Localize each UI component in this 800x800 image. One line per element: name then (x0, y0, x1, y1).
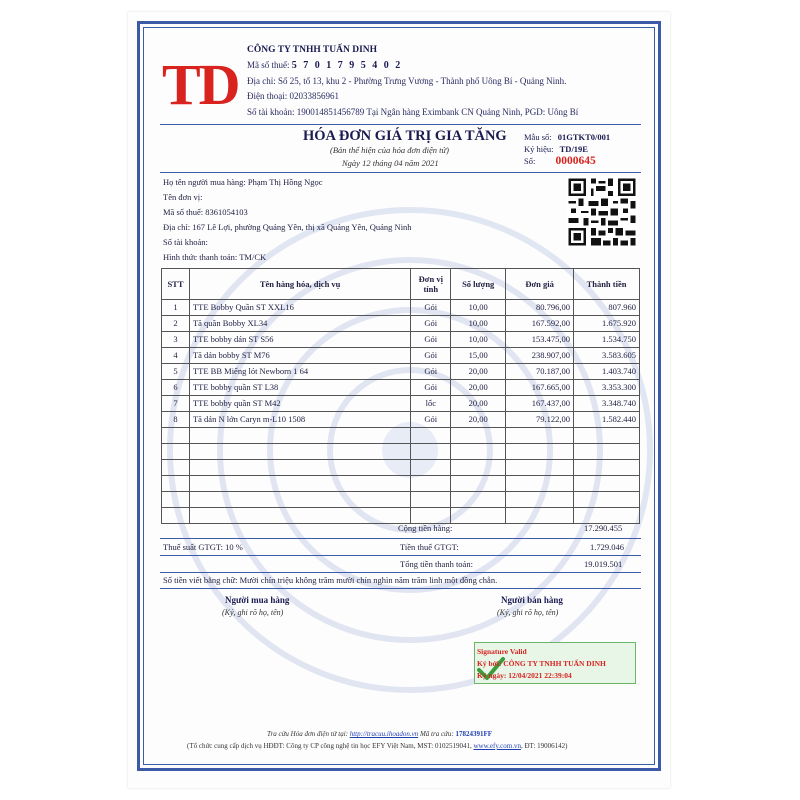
col-header-stt: STT (162, 269, 190, 300)
buyer-signature-title: Người mua hàng (225, 595, 290, 605)
invoice-date: Ngày 12 tháng 04 năm 2021 (342, 158, 439, 168)
buyer-address: Địa chỉ: 167 Lê Lợi, phường Quảng Yên, thị xã Quảng Yên, Quảng Ninh (163, 222, 412, 232)
vat-label: Tiền thuế GTGT: (400, 542, 459, 552)
divider-summary (160, 538, 641, 539)
lookup-code: 17824391FF (455, 730, 493, 738)
col-header-qty: Số lượng (451, 269, 506, 300)
company-tax-code: 5 7 0 1 7 9 5 4 0 2 (291, 60, 403, 71)
buyer-payment: Hình thức thanh toán: TM/CK (163, 252, 267, 262)
table-row: 4 Tã dán bobby ST M76 Gói 15,00 238.907,00 3.583.605 (162, 348, 640, 364)
table-row: 2 Tã quần Bobby XL34 Gói 10,00 167.592,00 1.675.920 (162, 316, 640, 332)
footer-provider: (Tổ chức cung cấp dịch vụ HĐĐT: Công ty CP công nghệ tin học EFY Việt Nam, MST: 0102519041, www.efy.com.vn, ĐT: 19006142) (187, 742, 568, 750)
buyer-signature-sub: (Ký, ghi rõ họ, tên) (222, 608, 284, 617)
form-number: Mẫu số: 01GTKT0/001 (524, 132, 611, 142)
divider-buyer (160, 172, 641, 173)
col-header-amount: Thành tiền (574, 269, 640, 300)
col-header-unit: Đơn vị tính (411, 269, 451, 300)
company-tax-row (247, 60, 402, 71)
qr-code-icon (566, 176, 638, 248)
company-phone: Điện thoại: 02033856961 (247, 91, 339, 101)
table-row: 1 TTE Bobby Quần ST XXL16 Gói 10,00 80.796,00 807.960 (162, 300, 640, 316)
company-bank: Số tài khoản: 190014851456789 Tại Ngân hàng Eximbank CN Quảng Ninh, PGD: Uông Bí (247, 107, 579, 117)
buyer-name: Họ tên người mua hàng: Phạm Thị Hồng Ngọc (163, 177, 323, 187)
buyer-account: Số tài khoản: (163, 237, 208, 247)
lookup-link[interactable]: http://tracuu.ihoadon.vn (349, 730, 419, 738)
invoice-title: HÓA ĐƠN GIÁ TRỊ GIA TĂNG (303, 128, 507, 144)
buyer-unit: Tên đơn vị: (163, 192, 203, 202)
invoice-subtitle: (Bản thể hiện của hóa đơn điện tử) (330, 145, 449, 155)
col-header-name: Tên hàng hóa, dịch vụ (189, 269, 410, 300)
table-row-empty (162, 492, 640, 508)
total-value: 19.019.501 (584, 559, 623, 569)
table-row: 6 TTE bobby quần ST L38 Gói 20,00 167.665,00 3.353.300 (162, 380, 640, 396)
table-row: 7 TTE bobby quần ST M42 lốc 20,00 167.437,00 3.348.740 (162, 396, 640, 412)
table-row-empty (162, 476, 640, 492)
seller-signature-sub: (Ký, ghi rõ họ, tên) (497, 608, 559, 617)
provider-link[interactable]: www.efy.com.vn (473, 742, 521, 750)
vat-value: 1.729.046 (590, 542, 624, 552)
invoice-symbol: Ký hiệu: TD/19E (524, 144, 588, 154)
table-row-empty (162, 428, 640, 444)
divider-total (160, 572, 641, 573)
buyer-tax: Mã số thuế: 8361054103 (163, 207, 248, 217)
company-address: Địa chỉ: Số 25, tổ 13, khu 2 - Phường Trưng Vương - Thành phố Uông Bí - Quảng Ninh. (247, 76, 567, 86)
divider-words (160, 588, 641, 589)
company-logo: TD (162, 52, 239, 117)
table-row-empty (162, 460, 640, 476)
divider-top (160, 124, 641, 125)
table-row: 8 Tã dán N lớn Caryn m-L10 1508 Gói 20,00 79.122,00 1.582.440 (162, 412, 640, 428)
subtotal-label: Cộng tiền hàng: (398, 523, 453, 533)
company-name: CÔNG TY TNHH TUẤN DINH (247, 45, 378, 55)
table-row: 5 TTE BB Miếng lót Newborn 1 64 Gói 20,00 70.187,00 1.403.740 (162, 364, 640, 380)
table-row: 3 TTE bobby dán ST S56 Gói 10,00 153.475,00 1.534.750 (162, 332, 640, 348)
subtotal-value: 17.290.455 (584, 523, 623, 533)
amount-in-words: Số tiền viết bằng chữ: Mười chín triệu không trăm mười chín nghìn năm trăm linh một đồng chẵn. (163, 575, 498, 585)
signature-valid: Signature Valid (477, 647, 527, 656)
table-row-empty (162, 444, 640, 460)
items-table (161, 268, 640, 524)
invoice-number: Số: 0000645 (524, 155, 596, 167)
vat-rate: Thuế suất GTGT: 10 % (163, 542, 243, 552)
company-tax-label: Mã số thuế: (247, 60, 290, 70)
table-header-row (162, 269, 640, 300)
table-row-empty (162, 508, 640, 524)
divider-vat (160, 555, 641, 556)
seller-signature-title: Người bán hàng (501, 595, 563, 605)
col-header-price: Đơn giá (506, 269, 574, 300)
total-label: Tổng tiền thanh toán: (400, 559, 473, 569)
signed-date: Ký ngày: 12/04/2021 22:39:04 (477, 671, 572, 680)
footer-lookup: Tra cứu Hóa đơn điện tử tại: http://tracuu.ihoadon.vn Mã tra cứu: 17824391FF (267, 730, 493, 738)
signed-by: Ký bởi: CÔNG TY TNHH TUẤN DINH (477, 659, 606, 668)
